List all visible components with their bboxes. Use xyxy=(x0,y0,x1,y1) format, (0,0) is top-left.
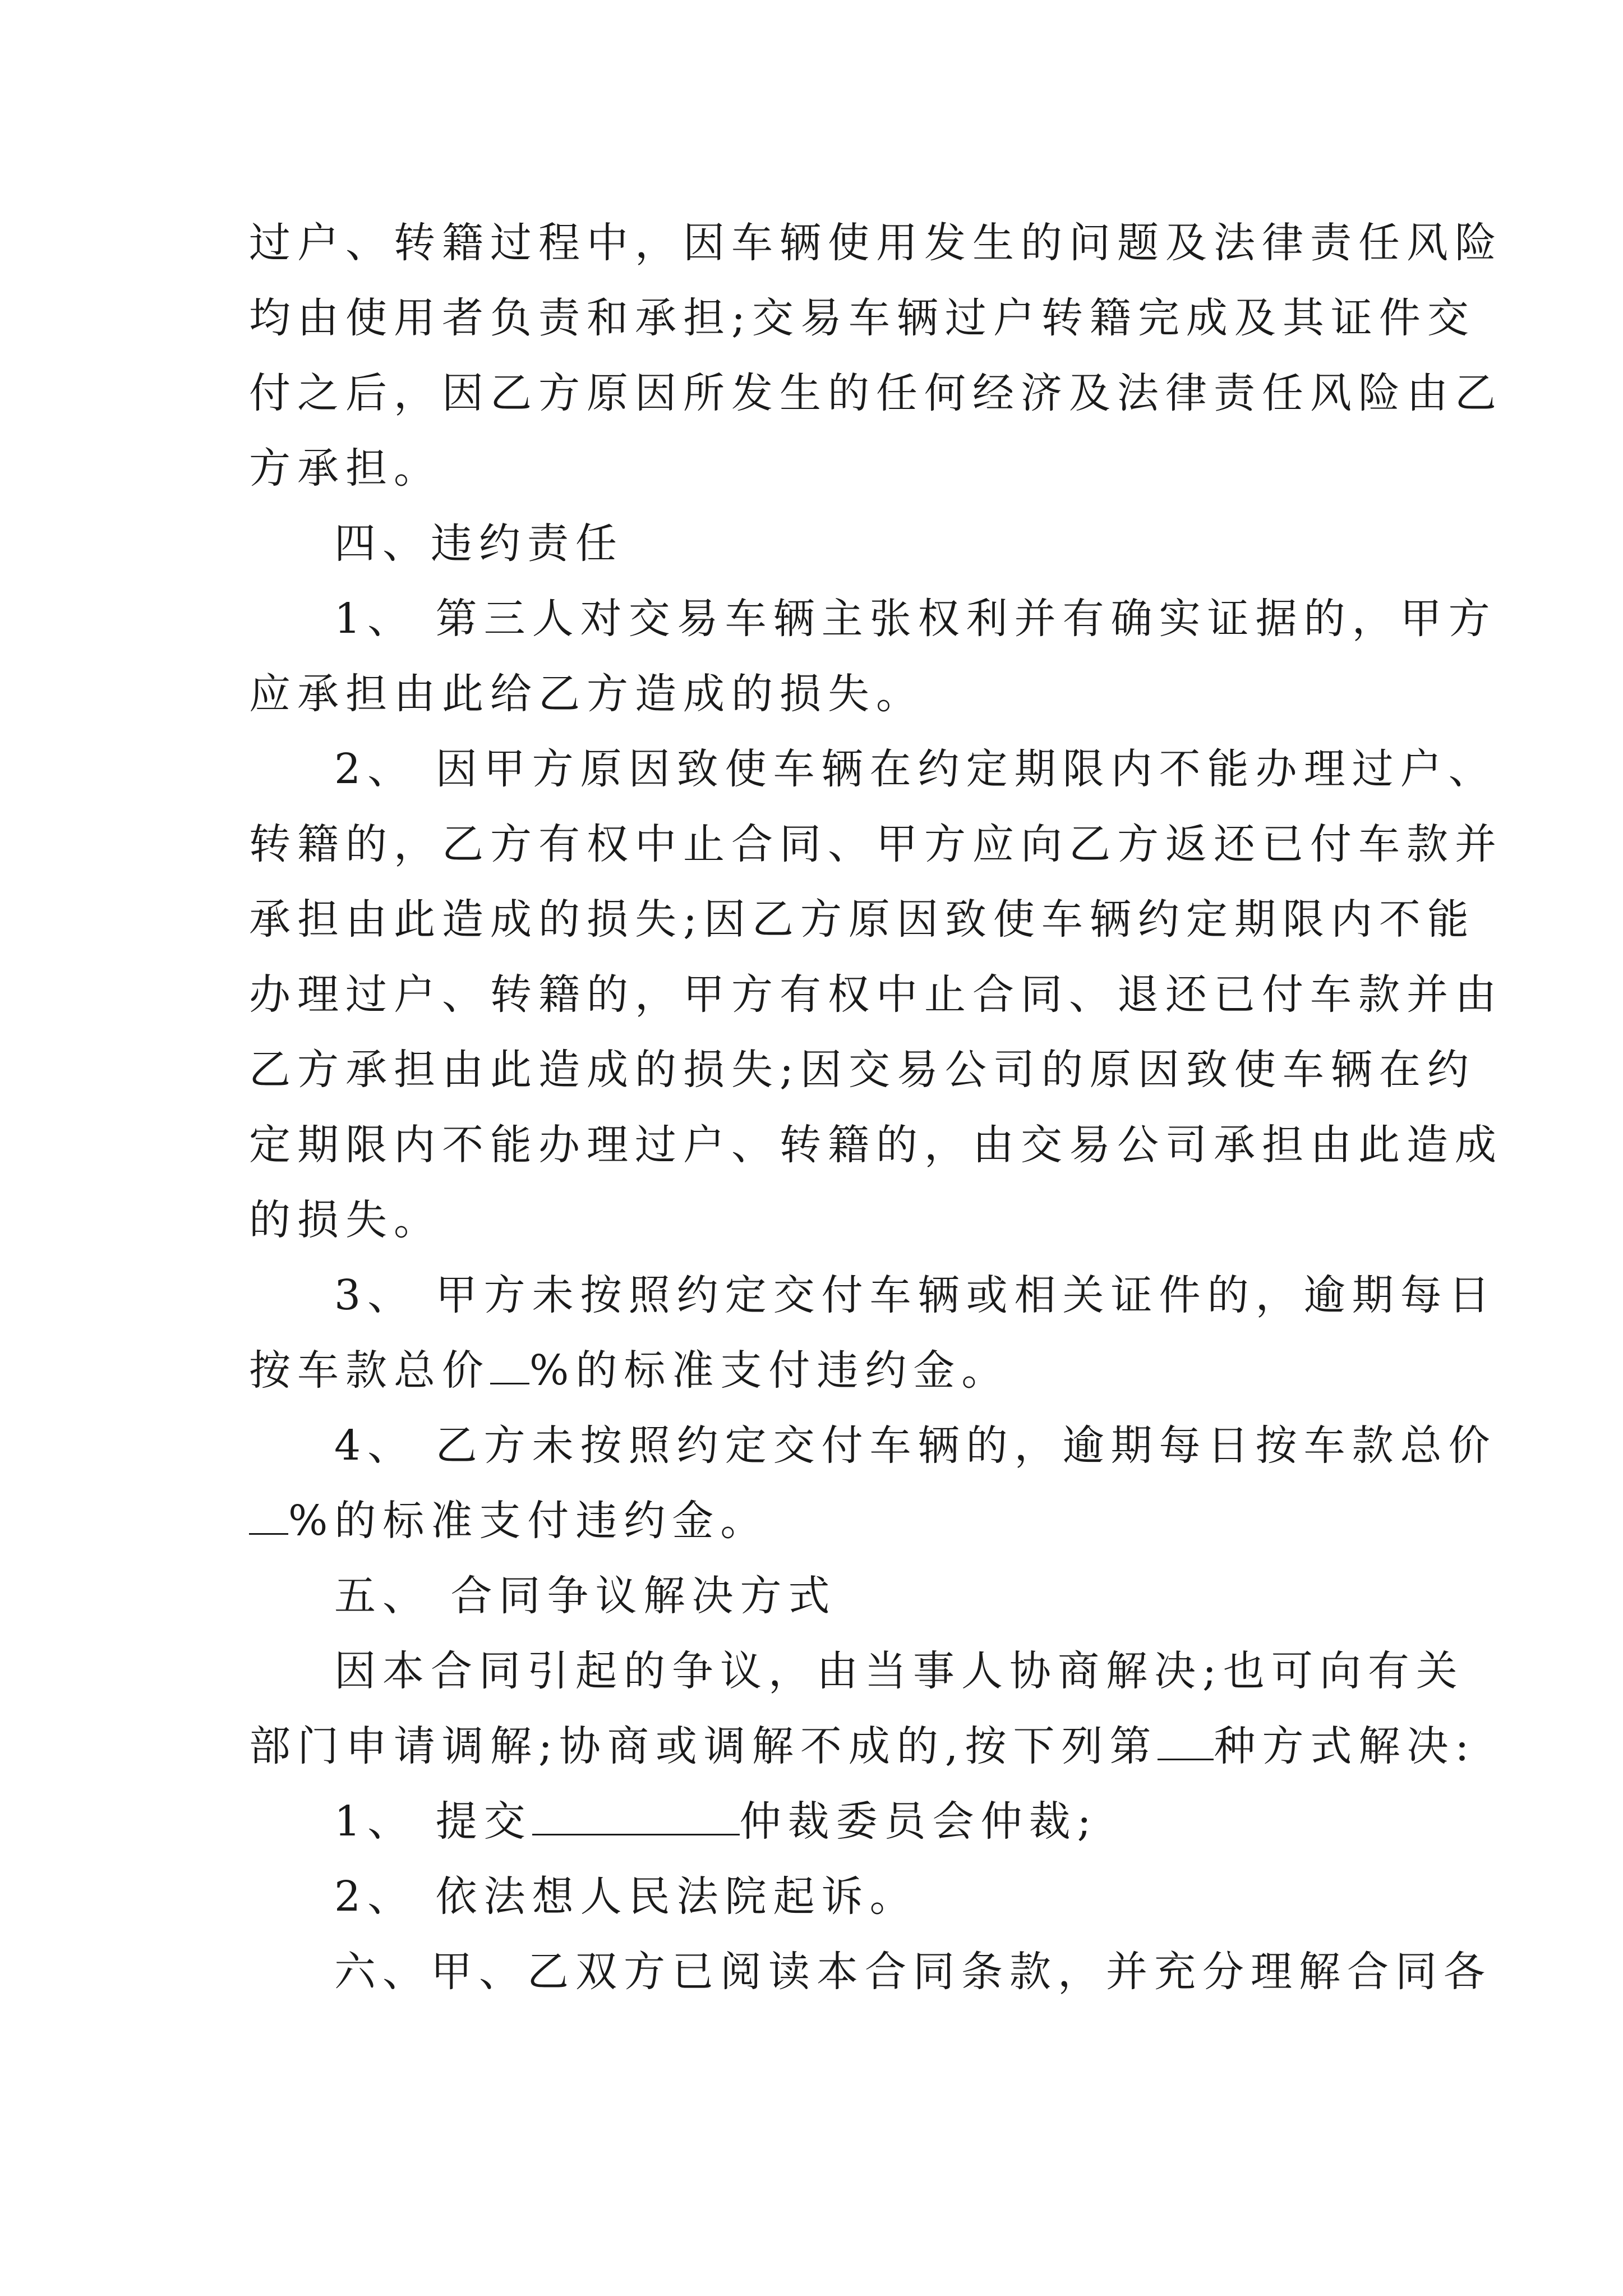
paragraph-line: 应承担由此给乙方造成的损失。 xyxy=(249,670,924,718)
clause-line: 因本合同引起的争议，由当事人协商解决;也可向有关 xyxy=(334,1647,1464,1695)
line-text: 仲裁委员会仲裁; xyxy=(739,1797,1098,1846)
paragraph-line xyxy=(249,1342,1382,1398)
line-text: %的标准支付违约金。 xyxy=(288,1497,769,1545)
clause-line xyxy=(334,1793,1383,1849)
clause-line: 2、 依法想人民法院起诉。 xyxy=(334,1872,918,1921)
paragraph-line: 办理过户、转籍的，甲方有权中止合同、退还已付车款并由 xyxy=(249,970,1503,1019)
fill-blank xyxy=(490,1343,529,1384)
section-heading: 四、违约责任 xyxy=(334,519,624,568)
paragraph-line: 定期限内不能办理过户、转籍的，由交易公司承担由此造成 xyxy=(249,1121,1503,1169)
paragraph-line xyxy=(249,1493,1382,1549)
paragraph-line xyxy=(249,1718,1476,1774)
paragraph-line: 过户、转籍过程中，因车辆使用发生的问题及法律责任风险 xyxy=(249,219,1503,267)
fill-blank xyxy=(249,1494,288,1535)
paragraph-line: 转籍的，乙方有权中止合同、甲方应向乙方返还已付车款并 xyxy=(249,820,1503,868)
section-heading: 五、 合同争议解决方式 xyxy=(334,1572,837,1620)
line-text: 按车款总价 xyxy=(249,1346,490,1395)
fill-blank xyxy=(532,1795,740,1835)
line-text: 1、 提交 xyxy=(334,1797,532,1846)
line-text: 种方式解决: xyxy=(1214,1722,1476,1770)
paragraph-line: 均由使用者负责和承担;交易车辆过户转籍完成及其证件交 xyxy=(249,294,1476,342)
paragraph-line: 付之后，因乙方原因所发生的任何经济及法律责任风险由乙 xyxy=(249,369,1503,417)
line-text: %的标准支付违约金。 xyxy=(529,1346,1010,1395)
line-text: 部门申请调解;协商或调解不成的,按下列第 xyxy=(249,1722,1158,1770)
clause-line: 3、 甲方未按照约定交付车辆或相关证件的，逾期每日 xyxy=(334,1271,1497,1319)
clause-line: 2、 因甲方原因致使车辆在约定期限内不能办理过户、 xyxy=(334,745,1497,793)
paragraph-line: 乙方承担由此造成的损失;因交易公司的原因致使车辆在约 xyxy=(249,1046,1476,1094)
clause-line: 4、 乙方未按照约定交付车辆的，逾期每日按车款总价 xyxy=(334,1421,1497,1470)
paragraph-line: 方承担。 xyxy=(249,444,442,493)
fill-blank xyxy=(1158,1719,1214,1760)
clause-line: 1、 第三人对交易车辆主张权利并有确实证据的，甲方 xyxy=(334,595,1497,643)
clause-line: 六、甲、乙双方已阅读本合同条款，并充分理解合同各 xyxy=(334,1948,1492,1996)
paragraph-line: 承担由此造成的损失;因乙方原因致使车辆约定期限内不能 xyxy=(249,895,1476,944)
paragraph-line: 的损失。 xyxy=(249,1196,442,1244)
